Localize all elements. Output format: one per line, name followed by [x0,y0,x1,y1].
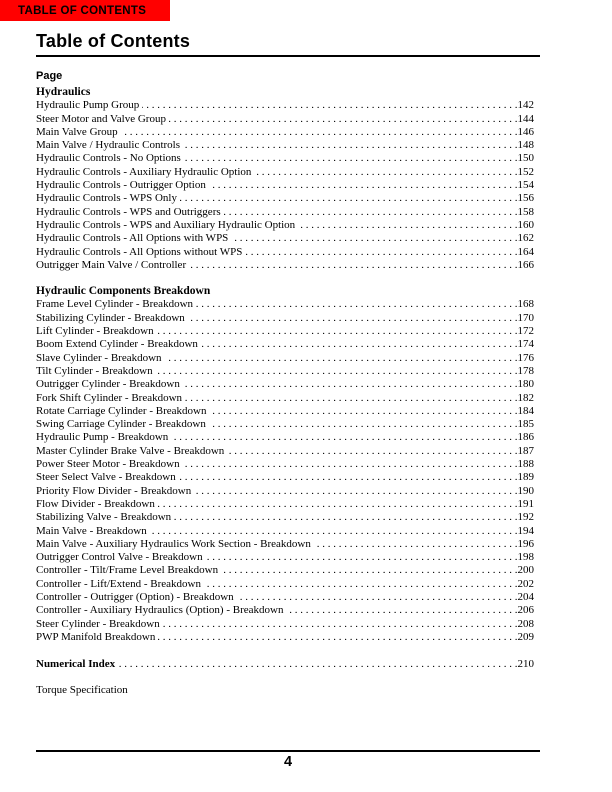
dot-leader [196,298,517,311]
toc-entry-title: Fork Shift Cylinder - Breakdown [36,391,183,404]
toc-entry [36,152,540,165]
toc-entry [36,431,540,444]
toc-entry [36,458,540,471]
toc-entry-list [36,99,540,272]
dot-leader [169,113,518,126]
dot-leader [254,166,517,179]
dot-leader [224,206,518,219]
toc-entry-title: Hydraulic Controls - No Options [36,152,181,165]
toc-entry-page: 209 [517,630,534,643]
toc-entry-title: Priority Flow Divider - Breakdown [36,484,192,497]
dot-leader [183,378,518,391]
toc-entry [36,604,540,617]
toc-entry-title: Outrigger Control Valve - Breakdown [36,551,203,564]
toc-entry-title: Main Valve Group [36,125,118,138]
toc-entry [36,139,540,152]
toc-entry-title: Slave Cylinder - Breakdown [36,351,162,364]
toc-entry-page: 168 [517,298,534,311]
toc-entry [36,525,540,538]
section-heading: Hydraulic Components Breakdown [36,285,211,298]
toc-entry-page: 154 [517,179,534,192]
numerical-index-title: Numerical Index [36,658,116,671]
toc-entry [36,591,540,604]
toc-entry-title: Rotate Carriage Cylinder - Breakdown [36,404,207,417]
toc-entry-page: 156 [517,192,534,205]
dot-leader [180,192,518,205]
dot-leader [185,392,517,405]
dot-leader [142,99,517,112]
toc-entry-title: Controller - Lift/Extend - Breakdown [36,577,201,590]
toc-entry-title: Controller - Tilt/Frame Level Breakdown [36,564,219,577]
torque-specification-entry: Torque Specification [36,684,128,697]
toc-entry-title: Main Valve / Hydraulic Controls [36,139,180,152]
toc-entry-page: 148 [517,139,534,152]
toc-entry [36,392,540,405]
toc-entry [36,179,540,192]
toc-entry-title: Frame Level Cylinder - Breakdown [36,298,194,311]
toc-entry-page: 166 [517,258,534,271]
page-column-label: Page [36,70,63,82]
toc-entry [36,232,540,245]
dot-leader [183,458,518,471]
toc-entry-title: Boom Extend Cylinder - Breakdown [36,338,198,351]
toc-entry [36,631,540,644]
toc-entry [36,564,540,577]
toc-entry-page: 208 [517,617,534,630]
toc-entry-page: 192 [517,511,534,524]
dot-leader [121,126,518,139]
dot-leader [314,538,518,551]
toc-entry-page: 188 [517,458,534,471]
dot-leader [184,152,518,165]
toc-entry-page: 206 [517,604,534,617]
dot-leader [179,471,518,484]
dot-leader [209,418,518,431]
toc-entry-title: Hydraulic Controls - All Options without WPS [36,245,243,258]
toc-entry-page: 198 [517,551,534,564]
toc-entry-title: Stabilizing Cylinder - Breakdown [36,311,185,324]
dot-leader [188,312,518,325]
toc-entry [36,259,540,272]
toc-entry-page: 200 [517,564,534,577]
dot-leader [156,365,518,378]
toc-entry [36,206,540,219]
toc-entry [36,538,540,551]
toc-entry-page: 185 [517,418,534,431]
toc-entry [36,126,540,139]
numerical-index-entry [36,658,540,671]
toc-entry [36,445,540,458]
toc-entry [36,352,540,365]
dot-leader [209,179,518,192]
dot-leader [209,405,517,418]
banner-label: TABLE OF CONTENTS [18,4,147,17]
dot-leader [165,352,518,365]
toc-entry-title: Tilt Cylinder - Breakdown [36,364,153,377]
dot-leader [150,525,518,538]
toc-entry-title: Hydraulic Controls - All Options with WPS [36,232,229,245]
dot-leader [174,511,517,524]
toc-entry-page: 150 [517,152,534,165]
toc-entry-title: Hydraulic Controls - Auxiliary Hydraulic Option [36,165,252,178]
toc-entry [36,365,540,378]
toc-entry-title: Hydraulic Controls - WPS and Auxiliary Hydraulic Option [36,218,296,231]
toc-entry-page: 186 [517,431,534,444]
toc-entry [36,192,540,205]
footer-rule [36,750,540,752]
toc-entry-title: Hydraulic Controls - Outrigger Option [36,179,206,192]
toc-entry-title: PWP Manifold Breakdown [36,630,156,643]
toc-entry-page: 152 [517,165,534,178]
toc-entry-title: Main Valve - Auxiliary Hydraulics Work Section - Breakdown [36,537,311,550]
toc-section-components-breakdown [36,285,540,644]
toc-entry-title: Controller - Outrigger (Option) - Breakdown [36,590,234,603]
dot-leader [237,591,518,604]
toc-entry-title: Power Steer Motor - Breakdown [36,458,180,471]
toc-entry-page: 146 [517,125,534,138]
toc-entry [36,113,540,126]
toc-entry-page: 194 [517,524,534,537]
toc-entry [36,325,540,338]
toc-entry-page: 162 [517,232,534,245]
dot-leader [206,551,518,564]
toc-entry-title: Master Cylinder Brake Valve - Breakdown [36,444,225,457]
dot-leader [118,658,517,671]
dot-leader [204,578,518,591]
dot-leader [189,259,517,272]
page-title: Table of Contents [36,33,540,57]
toc-entry-page: 142 [517,99,534,112]
toc-section-hydraulics [36,86,540,272]
dot-leader [194,485,517,498]
dot-leader [298,219,517,232]
toc-entry-title: Outrigger Cylinder - Breakdown [36,378,180,391]
toc-entry-title: Hydraulic Controls - WPS and Outriggers [36,205,221,218]
toc-entry [36,338,540,351]
toc-entry-page: 176 [517,351,534,364]
toc-entry [36,551,540,564]
toc-entry-title: Hydraulic Pump - Breakdown [36,431,169,444]
toc-entry-page: 158 [517,205,534,218]
toc-entry-title: Swing Carriage Cylinder - Breakdown [36,418,206,431]
toc-entry-title: Hydraulic Controls - WPS Only [36,192,177,205]
toc-entry-title: Lift Cylinder - Breakdown [36,325,154,338]
toc-entry-page: 190 [517,484,534,497]
dot-leader [183,139,518,152]
toc-entry [36,418,540,431]
footer-page-number: 4 [283,754,293,770]
dot-leader [201,338,518,351]
dot-leader [227,445,517,458]
dot-leader [231,232,517,245]
toc-content [36,33,540,698]
toc-entry [36,511,540,524]
toc-entry-title: Stabilizing Valve - Breakdown [36,511,172,524]
toc-entry [36,298,540,311]
toc-entry-page: 182 [517,391,534,404]
toc-entry-list [36,298,540,644]
toc-entry [36,618,540,631]
toc-entry [36,405,540,418]
toc-entry [36,485,540,498]
dot-leader [158,631,517,644]
toc-entry-page: 172 [517,325,534,338]
toc-entry [36,378,540,391]
dot-leader [157,325,518,338]
toc-entry-title: Controller - Auxiliary Hydraulics (Option) - Breakdown [36,604,284,617]
toc-entry-page: 184 [517,404,534,417]
toc-entry-title: Steer Motor and Valve Group [36,112,166,125]
toc-entry-page: 178 [517,364,534,377]
toc-entry-title: Steer Select Valve - Breakdown [36,471,176,484]
numerical-index-page: 210 [517,658,534,671]
toc-entry-page: 191 [517,497,534,510]
dot-leader [158,498,518,511]
toc-entry-title: Flow Divider - Breakdown [36,497,155,510]
dot-leader [286,604,517,617]
dot-leader [171,431,517,444]
toc-entry-title: Main Valve - Breakdown [36,524,147,537]
dot-leader [163,618,518,631]
toc-entry-page: 144 [517,112,534,125]
toc-entry-page: 170 [517,311,534,324]
toc-entry-page: 164 [517,245,534,258]
toc-entry-page: 204 [517,590,534,603]
toc-entry [36,246,540,259]
toc-entry-title: Steer Cylinder - Breakdown [36,617,160,630]
toc-entry-page: 187 [517,444,534,457]
toc-entry [36,471,540,484]
toc-entry [36,166,540,179]
toc-entry-page: 202 [517,577,534,590]
dot-leader [221,564,517,577]
toc-entry-page: 160 [517,218,534,231]
toc-entry-title: Outrigger Main Valve / Controller [36,258,187,271]
section-heading: Hydraulics [36,86,91,98]
toc-entry-page: 180 [517,378,534,391]
toc-entry [36,219,540,232]
header-banner [0,0,170,21]
toc-entry-page: 189 [517,471,534,484]
dot-leader [245,246,517,259]
toc-entry-page: 196 [517,537,534,550]
toc-entry [36,312,540,325]
toc-entry-title: Hydraulic Pump Group [36,99,140,112]
toc-entry [36,99,540,112]
toc-entry [36,498,540,511]
toc-entry-page: 174 [517,338,534,351]
toc-entry [36,578,540,591]
